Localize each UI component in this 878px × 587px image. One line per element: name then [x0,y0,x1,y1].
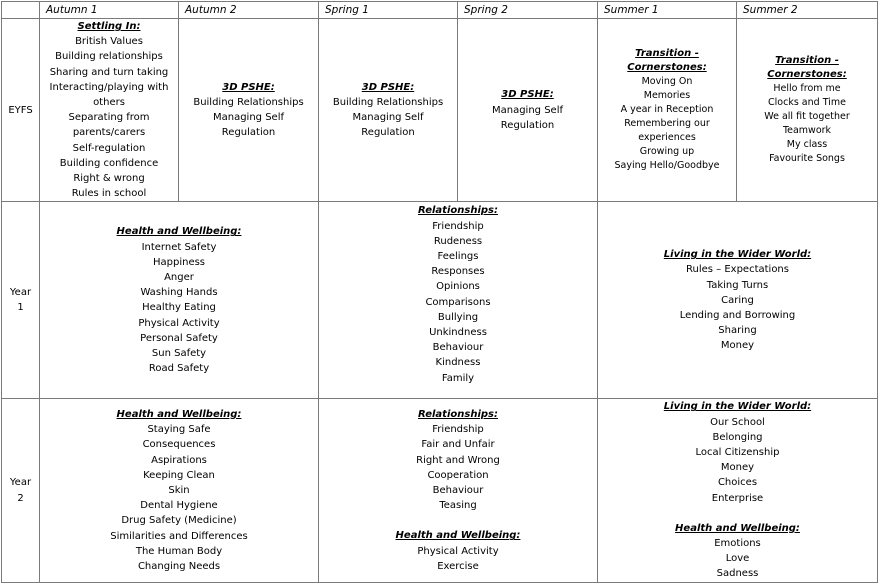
header-autumn-1: Autumn 1 [40,2,179,19]
list-item: Exercise [437,560,479,572]
list-item: Regulation [500,119,555,131]
list-item: Physical Activity [138,317,220,329]
list-item: Rules in school [71,188,147,200]
list-item: Sharing and turn taking [49,66,169,78]
cell-year-2-spring [319,399,598,582]
spacer [598,506,877,521]
cell-eyfs-summer-1 [598,19,737,202]
list-item: Lending and Borrowing [679,310,796,322]
list-item: Building Relationships [193,97,304,109]
cell-eyfs-spring-1 [319,19,458,202]
cell-eyfs-autumn-2 [179,19,319,202]
cell-year-1-summer [598,202,878,399]
list-item: Friendship [432,424,484,436]
cell-heading: Transition - Cornerstones: [767,55,847,81]
list-item: Consequences [142,439,216,451]
header-autumn-2: Autumn 2 [179,2,319,19]
header-summer-1: Summer 1 [598,2,737,19]
cell-eyfs-summer-2 [737,19,878,202]
list-item: Teamwork [782,125,832,137]
list-item: Washing Hands [140,287,218,299]
cell-heading: 3D PSHE: [361,81,415,93]
list-item: Sharing [718,325,757,337]
list-item: Moving On [641,76,693,88]
list-item: Aspirations [151,454,207,466]
curriculum-table [1,1,878,583]
list-item: Growing up [639,146,695,158]
list-item: A year in Reception [620,104,714,116]
cell-heading: 3D PSHE: [222,81,275,93]
header-summer-2: Summer 2 [737,2,878,19]
cell-heading: Relationships: [418,409,498,421]
list-item: Separating from parents/carers [68,112,150,139]
list-item: Saying Hello/Goodbye [614,160,720,172]
cell-heading: Transition - Cornerstones: [627,48,707,74]
list-item: Comparisons [425,296,491,308]
row-label-year-1: Year 1 [2,202,40,399]
list-item: Unkindness [429,327,487,339]
cell-heading: Health and Wellbeing: [116,226,242,238]
list-item: Self-regulation [72,142,146,154]
list-item: Physical Activity [417,545,499,557]
header-row [2,2,878,19]
row-year-2 [2,399,878,582]
list-item: Favourite Songs [769,153,845,165]
cell-heading: Relationships: [418,205,498,217]
list-item: Right and Wrong [416,454,500,466]
list-item: Building relationships [55,51,163,63]
list-item: Behaviour [432,342,484,354]
header-spring-1: Spring 1 [319,2,458,19]
cell-year-1-autumn [40,202,319,399]
list-item: Friendship [432,220,484,232]
list-item: Kindness [435,357,481,369]
list-item: Memories [643,90,691,102]
list-item: Sun Safety [151,348,207,360]
list-item: Managing Self [212,112,284,124]
list-item: Regulation [361,127,415,139]
cell-year-1-spring [319,202,598,399]
list-item: Keeping Clean [143,469,215,481]
list-item: Responses [431,266,485,278]
list-item: Enterprise [711,492,764,504]
list-item: Taking Turns [706,279,769,291]
list-item: Healthy Eating [142,302,216,314]
header-spring-2: Spring 2 [458,2,598,19]
list-item: Caring [721,294,754,306]
list-item: Right & wrong [73,173,145,185]
cell-heading: Settling In: [77,21,141,32]
list-item: Behaviour [432,485,484,497]
list-item: Managing Self [352,112,424,124]
list-item: Teasing [439,500,477,512]
cell-heading: 3D PSHE: [501,89,554,101]
list-item: We all fit together [764,111,850,123]
list-item: Our School [710,416,765,428]
list-item: My class [786,139,828,151]
list-item: Drug Safety (Medicine) [121,515,237,527]
list-item: Anger [164,272,194,284]
list-item: Opinions [436,281,480,293]
list-item: Love [725,553,750,565]
list-item: Regulation [221,127,276,139]
row-label-year-2: Year 2 [2,399,40,582]
row-eyfs [2,19,878,202]
list-item: Bullying [437,311,479,323]
cell-eyfs-autumn-1 [40,19,179,202]
list-item: British Values [75,36,143,48]
list-item: Interacting/playing with others [49,81,169,109]
list-item: Changing Needs [137,560,221,572]
list-item: Feelings [437,251,479,263]
list-item: Hello from me [773,83,841,95]
list-item: Money [720,340,755,352]
list-item: Building confidence [59,157,159,169]
list-item: Managing Self [491,104,563,116]
list-item: Choices [717,477,758,489]
spacer [319,513,597,528]
cell-heading: Living in the Wider World: [663,249,812,261]
list-item: Rules – Expectations [686,264,789,276]
row-label-eyfs: EYFS [2,19,40,202]
list-item: Road Safety [148,363,210,375]
list-item: Happiness [152,256,206,268]
list-item: Skin [168,484,190,496]
list-item: Sadness [716,568,759,580]
list-item: Similarities and Differences [110,530,248,542]
list-item: Money [720,462,755,474]
cell-year-2-summer [598,399,878,582]
list-item: Cooperation [427,469,489,481]
cell-year-2-autumn [40,399,319,582]
list-item: Emotions [714,538,761,550]
list-item: Personal Safety [140,332,218,344]
list-item: Belonging [712,431,763,443]
list-item: Clocks and Time [768,97,846,109]
cell-eyfs-spring-2 [458,19,598,202]
list-item: Remembering our experiences [624,118,710,144]
list-item: Internet Safety [141,241,217,253]
list-item: Family [441,372,475,384]
list-item: Staying Safe [147,424,211,436]
cell-heading-secondary: Health and Wellbeing: [675,522,800,534]
list-item: Local Citizenship [695,447,780,459]
list-item: Dental Hygiene [140,500,218,512]
list-item: The Human Body [135,545,223,557]
row-year-1 [2,202,878,399]
header-corner [2,2,40,19]
cell-heading-secondary: Health and Wellbeing: [395,530,521,542]
list-item: Fair and Unfair [421,439,495,451]
list-item: Building Relationships [332,97,444,109]
cell-heading: Living in the Wider World: [663,401,812,413]
cell-heading: Health and Wellbeing: [116,408,242,420]
list-item: Rudeness [433,235,483,247]
